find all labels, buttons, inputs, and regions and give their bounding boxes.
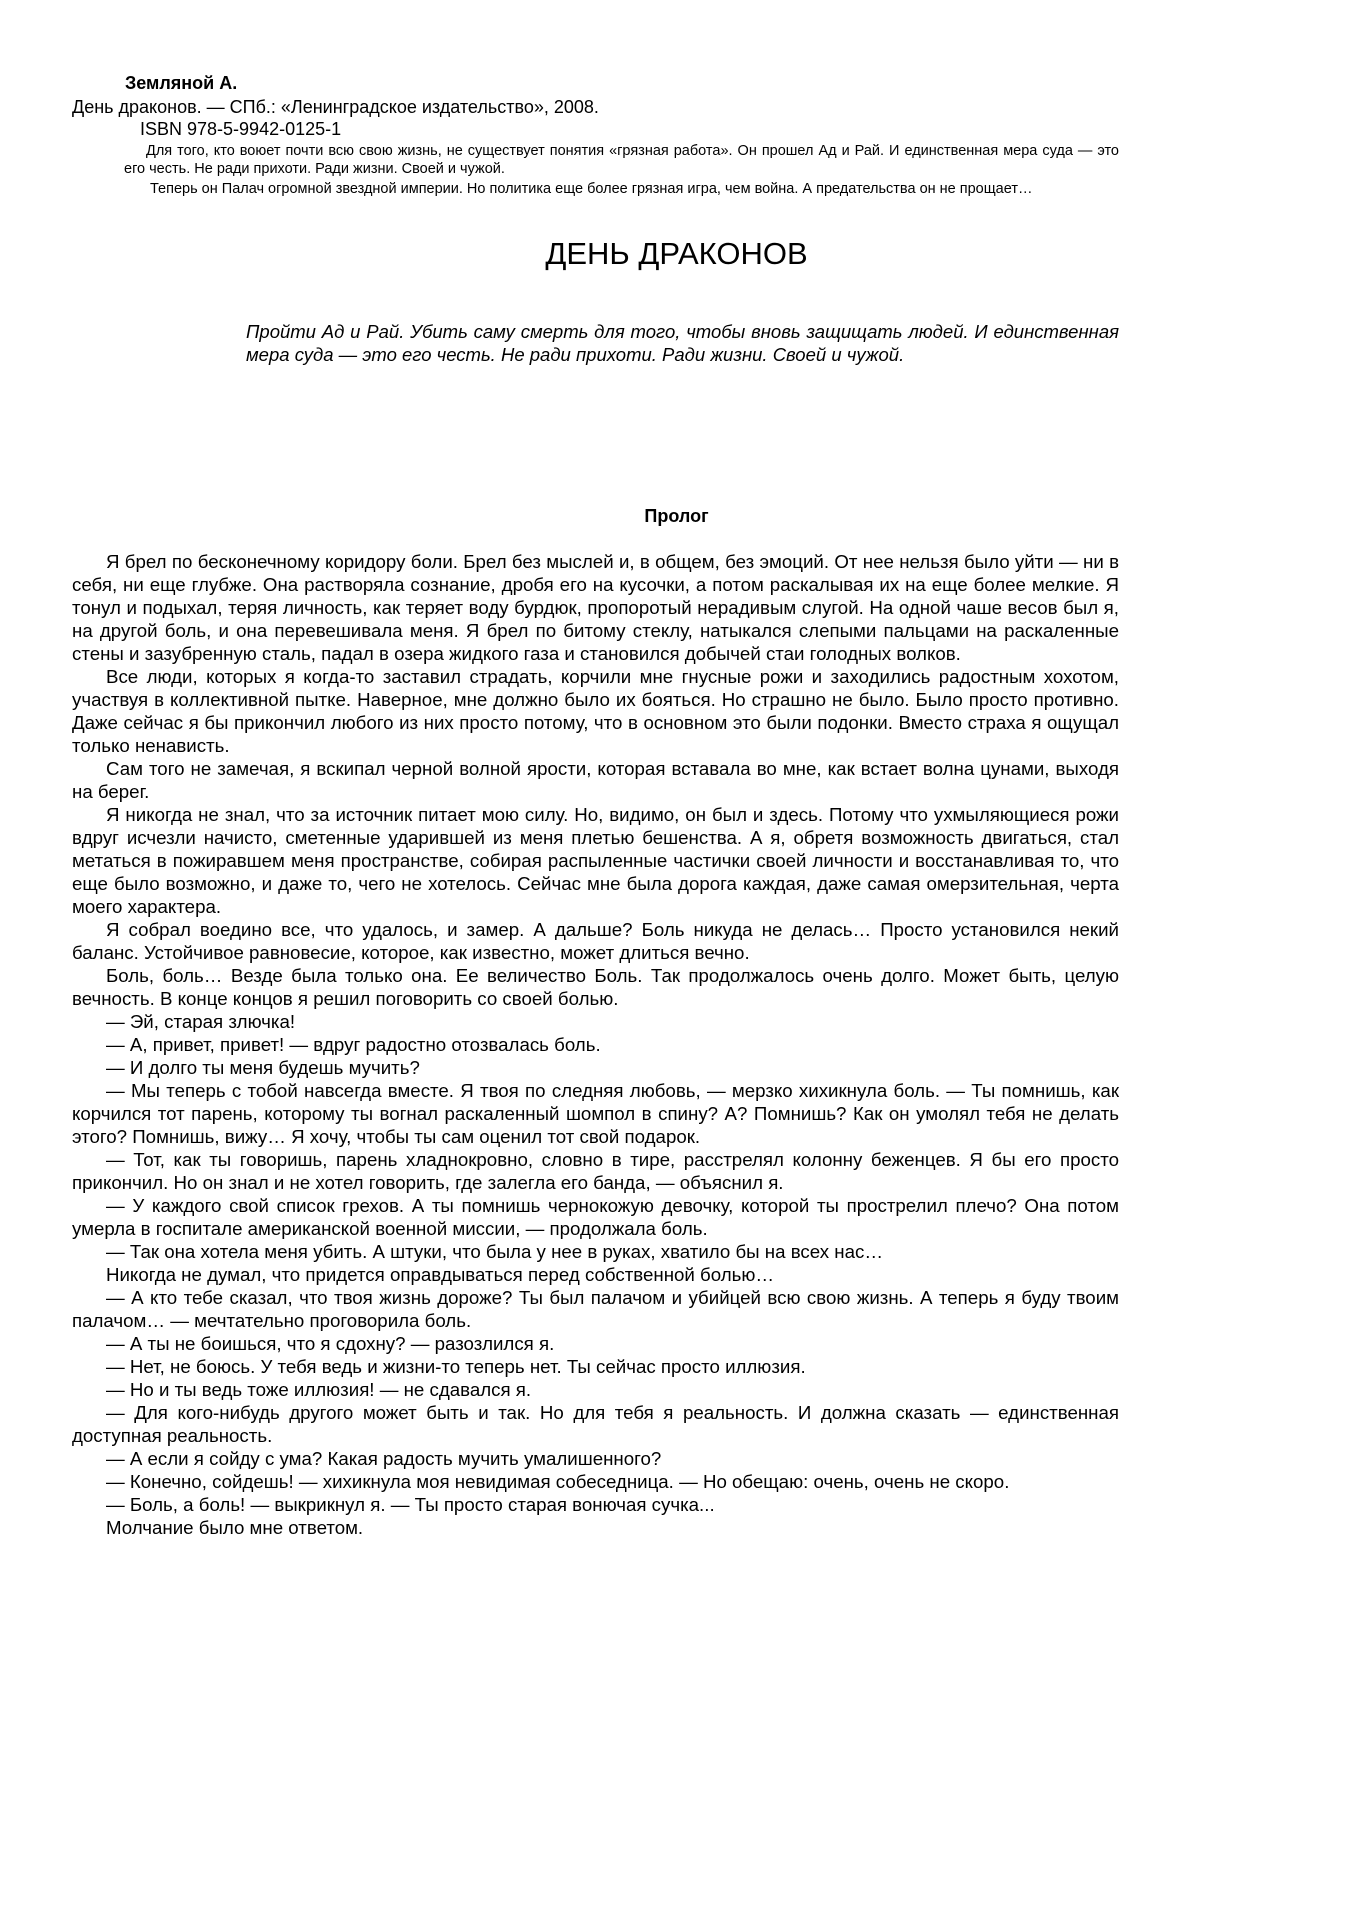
dialogue-line: — Мы теперь с тобой навсегда вместе. Я твоя по следняя любовь, — мерзко хихикнула боль. — Ты помнишь, как корчился тот парень, которому ты вогнал раскаленный шомпол в спину? А? Помнишь? Как он умолял тебя не делать этого? Помнишь, вижу… Я хочу, чтобы ты сам оценил тот свой подарок. [72, 1080, 1119, 1147]
body-paragraph: Я никогда не знал, что за источник питает мою силу. Но, видимо, он был и здесь. Потому что ухмыляющиеся рожи вдруг исчезли начисто, сметенные ударившей из меня плетью бешенства. А я, обретя возможность двигаться, стал метаться в пожиравшем меня пространстве, собирая распыленные частички своей личности и восстанавливая то, что еще было возможно, и даже то, чего не хотелось. Сейчас мне была дорога каждая, даже самая омерзительная, черта моего характера. [72, 804, 1119, 917]
dialogue-line: — Но и ты ведь тоже иллюзия! — не сдавался я. [106, 1379, 532, 1400]
dialogue-line: — Нет, не боюсь. У тебя ведь и жизни-то теперь нет. Ты сейчас просто иллюзия. [106, 1356, 806, 1377]
isbn: ISBN 978-5-9942-0125-1 [140, 119, 342, 139]
dialogue-line: — А если я сойду с ума? Какая радость мучить умалишенного? [106, 1448, 662, 1469]
body-paragraph: Молчание было мне ответом. [106, 1517, 364, 1538]
author-name: Земляной А. [125, 73, 238, 93]
dialogue-line: — Эй, старая злючка! [106, 1011, 296, 1032]
body-paragraph: Никогда не думал, что придется оправдываться перед собственной болью… [106, 1264, 775, 1285]
dialogue-line: — А ты не боишься, что я сдохну? — разозлился я. [106, 1333, 555, 1354]
annotation-paragraph: Для того, кто воюет почти всю свою жизнь, не существует понятия «грязная работа». Он прошел Ад и Рай. И единственная мера суда — это его честь. Не ради прихоти. Ради жизни. Своей и чужой. [124, 143, 1119, 177]
dialogue-line: — Так она хотела меня убить. А штуки, что была у нее в руках, хватило бы на всех нас… [106, 1241, 884, 1262]
dialogue-line: — У каждого свой список грехов. А ты помнишь чернокожую девочку, которой ты прострелил плечо? Она потом умерла в госпитале американской военной миссии, — продолжала боль. [72, 1195, 1119, 1239]
dialogue-line: — А кто тебе сказал, что твоя жизнь дороже? Ты был палачом и убийцей всю свою жизнь. А теперь я буду твоим палачом… — мечтательно проговорила боль. [72, 1287, 1119, 1331]
dialogue-line: — И долго ты меня будешь мучить? [106, 1057, 420, 1078]
body-paragraph: Я собрал воедино все, что удалось, и замер. А дальше? Боль никуда не делась… Просто установился некий баланс. Устойчивое равновесие, которое, как известно, может длиться вечно. [72, 919, 1119, 963]
chapter-title: Пролог [644, 506, 709, 526]
dialogue-line: — Тот, как ты говоришь, парень хладнокровно, словно в тире, расстрелял колонну беженцев. Я бы его просто прикончил. Но он знал и не хотел говорить, где залегла его банда, — объяснил я. [72, 1149, 1119, 1193]
book-title: ДЕНЬ ДРАКОНОВ [545, 236, 808, 271]
dialogue-line: — А, привет, привет! — вдруг радостно отозвалась боль. [106, 1034, 601, 1055]
body-paragraph: Сам того не замечая, я вскипал черной волной ярости, которая вставала во мне, как встает волна цунами, выходя на берег. [72, 758, 1119, 802]
annotation-paragraph: Теперь он Палач огромной звездной империи. Но политика еще более грязная игра, чем война. А предательства он не прощает… [150, 181, 1033, 197]
dialogue-line: — Боль, а боль! — выкрикнул я. — Ты просто старая вонючая сучка... [106, 1494, 715, 1515]
body-paragraph: Я брел по бесконечному коридору боли. Брел без мыслей и, в общем, без эмоций. От нее нельзя было уйти — ни в себя, ни еще глубже. Она растворяла сознание, дробя его на кусочки, а потом раскалывая их на еще более мелкие. Я тонул и подыхал, теряя личность, как теряет воду бурдюк, пропоротый нерадивым слугой. На одной чаше весов был я, на другой боль, и она перевешивала меня. Я брел по битому стеклу, натыкался слепыми пальцами на раскаленные стены и зазубренную сталь, падал в озера жидкого газа и становился добычей стаи голодных волков. [72, 551, 1119, 664]
body-paragraph: Боль, боль… Везде была только она. Ее величество Боль. Так продолжалось очень долго. Может быть, целую вечность. В конце концов я решил поговорить со своей болью. [72, 965, 1119, 1009]
publication-info: День драконов. — СПб.: «Ленинградское издательство», 2008. [72, 97, 599, 117]
dialogue-line: — Для кого-нибудь другого может быть и так. Но для тебя я реальность. И должна сказать — единственная доступная реальность. [72, 1402, 1119, 1446]
epigraph: Пройти Ад и Рай. Убить саму смерть для того, чтобы вновь защищать людей. И единственная мера суда — это его честь. Не ради прихоти. Ради жизни. Своей и чужой. [246, 321, 1119, 365]
dialogue-line: — Конечно, сойдешь! — хихикнула моя невидимая собеседница. — Но обещаю: очень, очень не скоро. [106, 1471, 1010, 1492]
body-paragraph: Все люди, которых я когда-то заставил страдать, корчили мне гнусные рожи и заходились радостным хохотом, участвуя в коллективной пытке. Наверное, мне должно было их бояться. Но страшно не было. Было просто противно. Даже сейчас я бы прикончил любого из них просто потому, что в основном это были подонки. Вместо страха я ощущал только ненависть. [72, 666, 1119, 756]
chapter-body [72, 550, 1119, 1539]
